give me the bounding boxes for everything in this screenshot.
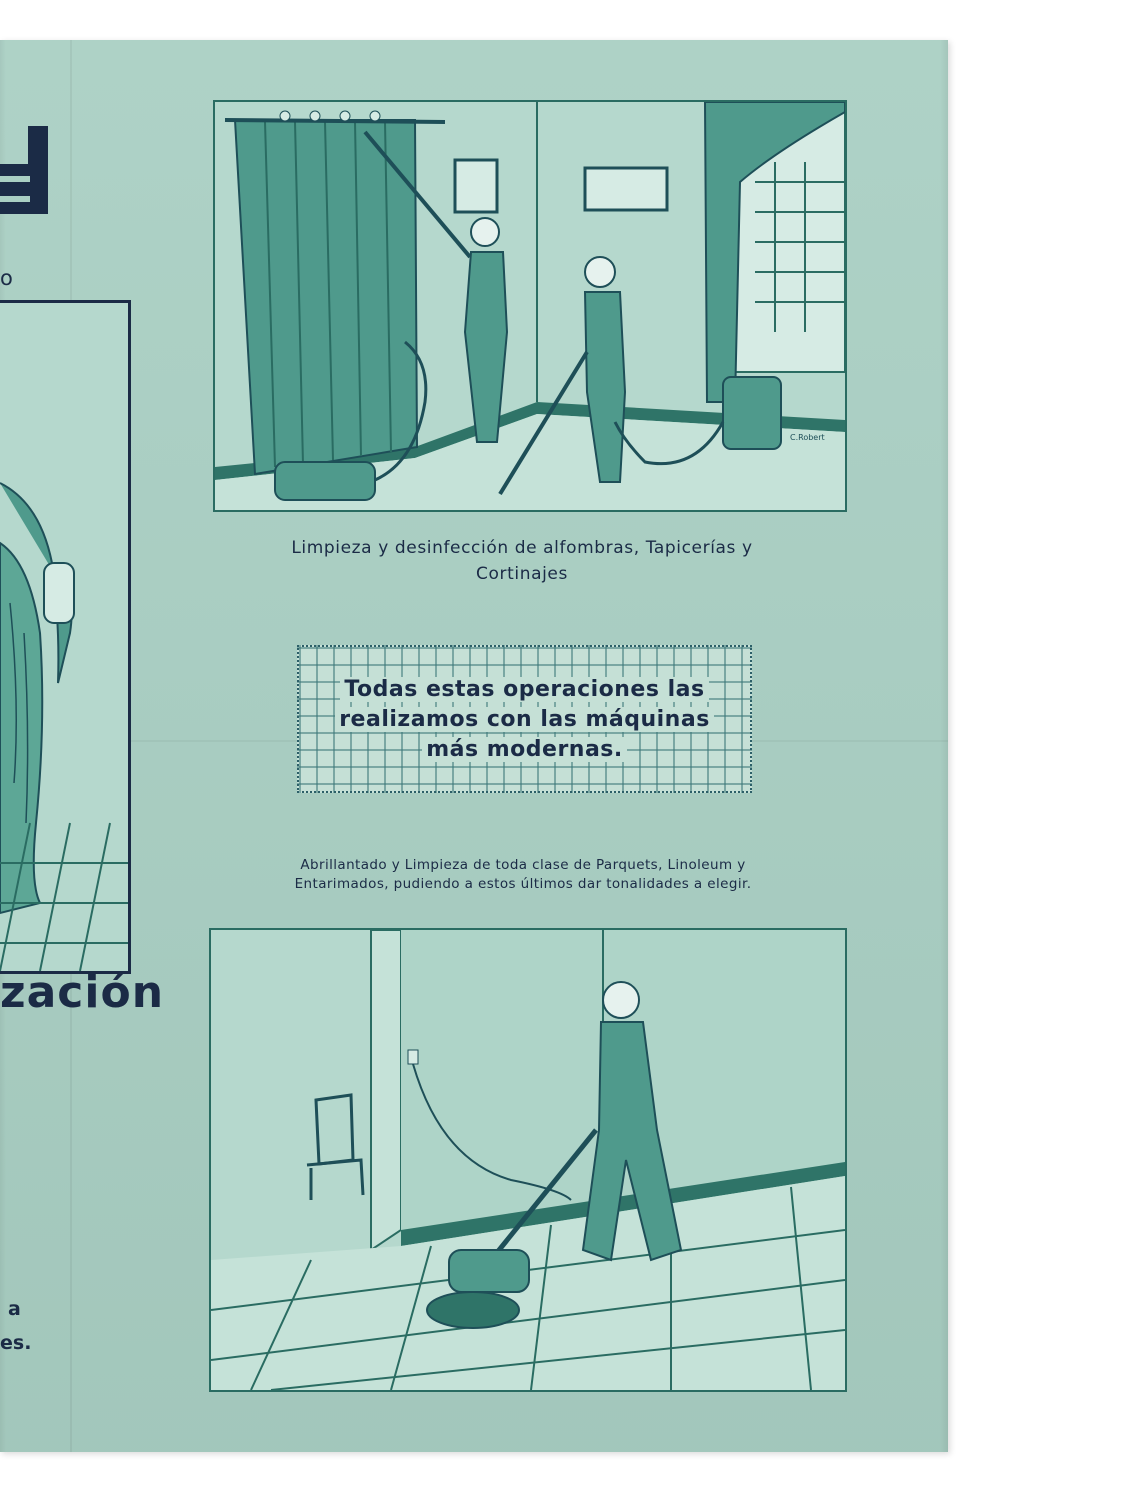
illustration-floor-polishing	[209, 928, 847, 1392]
note-text	[299, 675, 750, 765]
caption-top	[222, 535, 822, 587]
left-title-bar-2	[0, 164, 48, 214]
note-line-3: más modernas.	[422, 737, 627, 762]
floor-polishing-scene	[211, 930, 845, 1390]
left-title-bar-4	[0, 196, 30, 202]
curtain-cleaning-scene	[215, 102, 845, 510]
caption-top-line-2: Cortinajes	[476, 564, 568, 584]
caption-bottom	[214, 856, 832, 894]
caption-top-line-1: Limpieza y desinfección de alfombras, Tapicerías y	[291, 538, 753, 558]
left-illustration	[0, 300, 131, 974]
left-fragment-o: o	[0, 266, 13, 290]
illustration-signature: C.Robert	[790, 433, 825, 442]
note-line-2: realizamos con las máquinas	[335, 707, 714, 732]
left-text-fragment-1: a	[8, 1298, 21, 1320]
caption-bottom-line-2: Entarimados, pudiendo a estos últimos dar tonalidades a elegir.	[294, 876, 752, 892]
caption-bottom-line-1: Abrillantado y Limpieza de toda clase de Parquets, Linoleum y	[300, 857, 746, 873]
illustration-curtain-cleaning	[213, 100, 847, 512]
sheet-edge-shadow	[940, 40, 948, 1452]
left-title-bar-3	[0, 176, 30, 182]
left-heading-fragment: zación	[0, 967, 165, 1018]
left-text-fragment-2: es.	[0, 1332, 32, 1354]
left-illustration-figure	[0, 303, 128, 971]
left-title-bar-1	[28, 126, 48, 164]
note-line-1: Todas estas operaciones las	[340, 677, 708, 702]
note-box	[297, 645, 752, 793]
